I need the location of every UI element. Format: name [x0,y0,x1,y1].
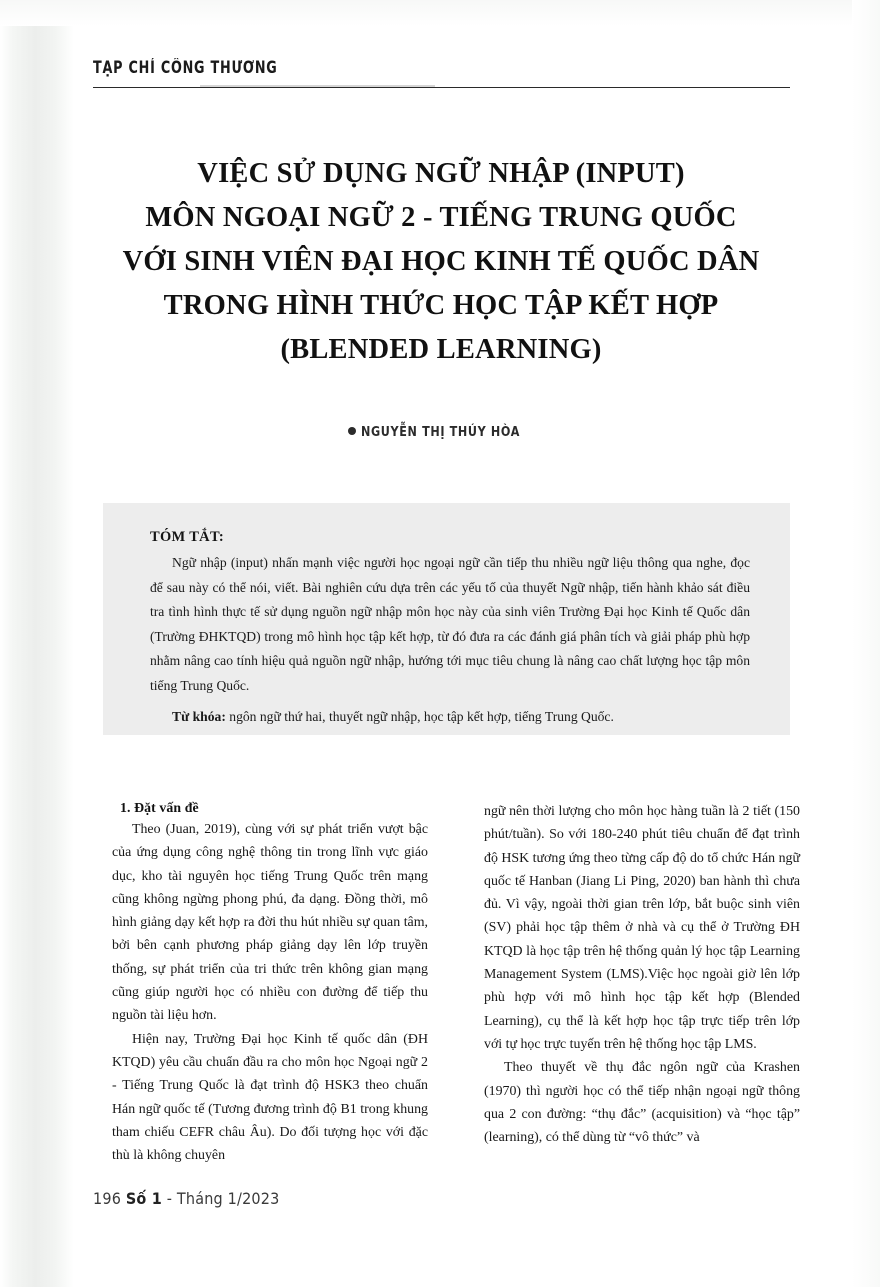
title-line-2: MÔN NGOẠI NGỮ 2 - TIẾNG TRUNG QUỐC [145,202,737,233]
article-title [88,152,794,372]
body-column-left [112,800,428,1172]
page-footer [93,1189,280,1208]
keywords-label: Từ khóa: [172,708,226,724]
paragraph: ngữ nên thời lượng cho môn học hàng tuần là 2 tiết (150 phút/tuần). So với 180-240 phút tiêu chuẩn để đạt trình độ HSK tương ứng theo từng cấp độ do tổ chức Hán ngữ quốc tế Hanban (Jiang Li Ping, 2020) ban hành thì chưa đủ. Vì vậy, ngoài thời gian trên lớp, bắt buộc sinh viên (SV) phải học tập thêm ở nhà và cụ thể ở Trường ĐH KTQD là học tập trên hệ thống quản lý học tập Learning Management System (LMS).Việc học ngoài giờ lên lớp phù hợp với mô hình học tập kết hợp (Blended Learning), cụ thể là kết hợp học tập trực tiếp trên lớp với tự học trực tuyến trên hệ thống học tập LMS. [484,804,800,1052]
issue-date: - Tháng 1/2023 [161,1189,280,1208]
title-line-3: VỚI SINH VIÊN ĐẠI HỌC KINH TẾ QUỐC DÂN [122,246,760,277]
abstract-heading: TÓM TẮT: [150,529,224,545]
page-number: 196 [93,1189,122,1208]
bullet-icon [348,427,356,435]
abstract-keywords [150,705,750,730]
section-heading-1: 1. Đặt vấn đề [120,800,199,815]
author-byline [88,424,794,440]
paragraph: Theo (Juan, 2019), cùng với sự phát triển vượt bậc của ứng dụng công nghệ thông tin trong lĩnh vực giáo dục, kho tài nguyên học tiếng Trung Quốc trên mạng cũng không ngừng phong phú, đa dạng. Đồng thời, mô hình giảng dạy kết hợp ra đời thu hút nhiều sự quan tâm, bởi bên cạnh phương pháp giảng dạy lên lớp truyền thống, sự phát triển của tri thức trên không gian mạng cũng giúp người học có nhiều con đường để tiếp thu nguồn tài liệu hơn. [112,822,428,1024]
issue-label: Số 1 [125,1189,162,1208]
author-name: NGUYỄN THỊ THÚY HÒA [361,424,521,440]
title-line-4: TRONG HÌNH THỨC HỌC TẬP KẾT HỢP [163,290,719,321]
title-line-1: VIỆC SỬ DỤNG NGỮ NHẬP (INPUT) [197,158,685,189]
journal-masthead: TẠP CHÍ CÔNG THƯƠNG [93,58,278,77]
keywords-value: ngôn ngữ thứ hai, thuyết ngữ nhập, học tập kết hợp, tiếng Trung Quốc. [225,708,614,724]
title-line-5: (BLENDED LEARNING) [280,334,602,365]
abstract-text: Ngữ nhập (input) nhấn mạnh việc người học ngoại ngữ cần tiếp thu nhiều ngữ liệu thông qua nghe, đọc để sau này có thể nói, viết. Bài nghiên cứu dựa trên các yếu tố của thuyết Ngữ nhập, tiến hành khảo sát điều tra tình hình thực tế sử dụng nguồn ngữ nhập môn học này của sinh viên Trường Đại học Kinh tế Quốc dân (Trường ĐHKTQD) trong mô hình học tập kết hợp, từ đó đưa ra các đánh giá phân tích và giải pháp phù hợp nhằm nâng cao tính hiệu quả nguồn ngữ nhập, hướng tới mục tiêu chung là nâng cao chất lượng học tập môn tiếng Trung Quốc. [150,555,750,693]
body-column-right [484,800,800,1172]
body-columns [112,800,800,1172]
masthead-rule [93,87,790,88]
paragraph: Theo thuyết về thụ đắc ngôn ngữ của Krashen (1970) thì người học có thể tiếp nhận ngoại ngữ thông qua 2 con đường: “thụ đắc” (acquisition) và “học tập” (learning), có thể dùng từ “vô thức” và [484,1060,800,1146]
paragraph: Hiện nay, Trường Đại học Kinh tế quốc dân (ĐH KTQD) yêu cầu chuẩn đầu ra cho môn học Ngoại ngữ 2 - Tiếng Trung Quốc là đạt trình độ HSK3 theo chuẩn Hán ngữ quốc tế (Tương đương trình độ B1 trong khung tham chiếu CEFR châu Âu). Do đối tượng học với đặc thù là không chuyên [112,1031,428,1164]
abstract-box [103,503,790,735]
abstract-inner [150,529,750,729]
